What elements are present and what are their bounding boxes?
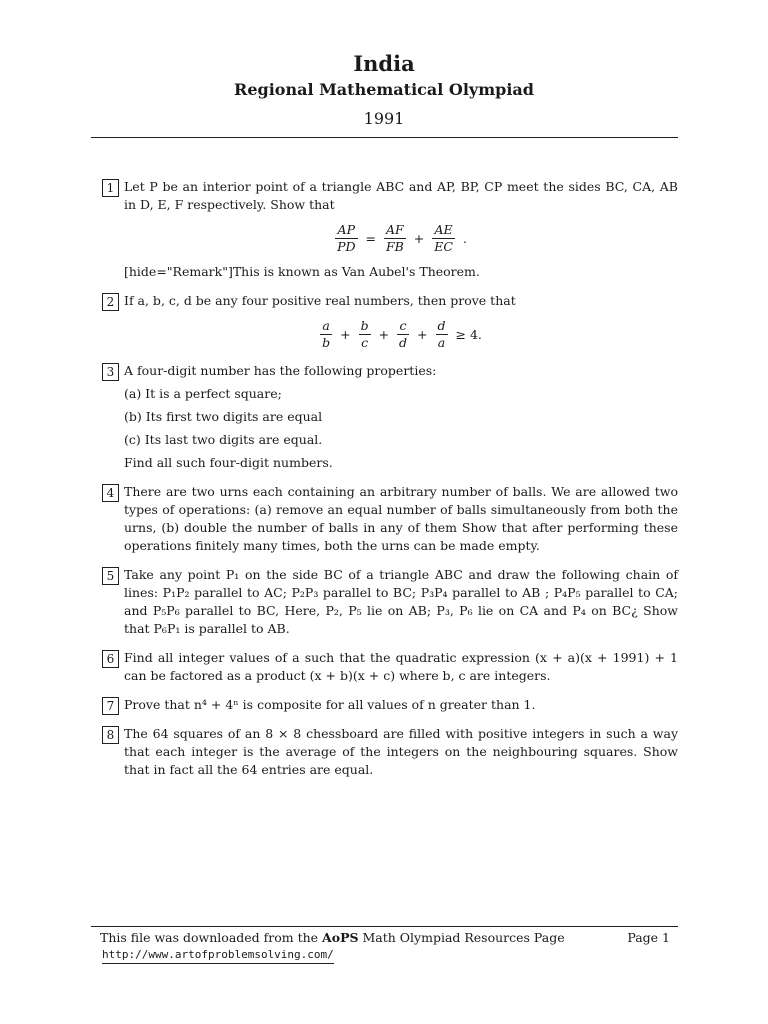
problem-6: [100, 649, 678, 685]
problem-text: Find all integer values of a such that the quadratic expression (x + a)(x + 1991) + 1 can be factored as a product (x + b)(x + c) where b, c are integers.: [124, 650, 678, 683]
page-number: Page 1: [627, 930, 670, 945]
list-item: (c) Its last two digits are equal.: [124, 432, 323, 447]
competition-title: Regional Mathematical Olympiad: [234, 80, 534, 99]
problem-number: 3: [102, 363, 119, 381]
document-header: [0, 50, 768, 132]
header-divider: [91, 137, 678, 138]
problem-number: 6: [102, 650, 119, 668]
problem-2: [100, 292, 678, 351]
source-link[interactable]: http://www.artofproblemsolving.com/: [102, 947, 334, 964]
problem-number: 8: [102, 726, 119, 744]
problem-3: [100, 362, 678, 472]
problem-8: [100, 725, 678, 779]
problem-text: A four-digit number has the following properties:: [124, 363, 437, 378]
problem-text: If a, b, c, d be any four positive real numbers, then prove that: [124, 293, 516, 308]
problem-equation: $\frac{AP}{PD}$ = $\frac{AF}{FB}$ + $\frac{AE}{EC}$ .: [337, 222, 467, 254]
problem-equation: $\frac{a}{b}$ + $\frac{b}{c}$ + $\frac{c}{d}$ + $\frac{d}{a}$ ≥ 4.: [322, 318, 482, 350]
problem-text: There are two urns each containing an arbitrary number of balls. We are allowed two types of operations: (a) remove an equal number of balls simultaneously from both the urns, (b) double the number of balls in any of them Show that after performing these operations finitely many times, both the urns can be made empty.: [124, 484, 678, 553]
problem-4: [100, 483, 678, 555]
problem-number: 4: [102, 484, 119, 502]
problem-text: Prove that n⁴ + 4ⁿ is composite for all values of n greater than 1.: [124, 697, 536, 712]
problem-number: 1: [102, 179, 119, 197]
source-note: This file was downloaded from the AoPS Math Olympiad Resources Page: [100, 930, 565, 945]
list-item: (b) Its first two digits are equal: [124, 409, 323, 424]
problem-number: 7: [102, 697, 119, 715]
problem-list: [100, 178, 678, 790]
footer-divider: [91, 926, 678, 927]
problem-text: The 64 squares of an 8 × 8 chessboard are filled with positive integers in such a way that each integer is the average of the integers on the neighbouring squares. Show that in fact all the 64 entries are equal.: [124, 726, 678, 777]
problem-5: [100, 566, 678, 638]
year-label: 1991: [363, 109, 405, 128]
list-item: Find all such four-digit numbers.: [124, 455, 333, 470]
problem-text: Take any point P₁ on the side BC of a triangle ABC and draw the following chain of lines: P₁P₂ parallel to AC; P₂P₃ parallel to BC; P₃P₄ parallel to AB ; P₄P₅ parallel to CA; and P₅P₆ parallel to BC, Here, P₂, P₅ lie on AB; P₃, P₆ lie on CA and P₄ on BC¿ Show that P₆P₁ is parallel to AB.: [124, 567, 678, 636]
problem-1: [100, 178, 678, 281]
problem-remark: [hide="Remark"]This is known as Van Aubel's Theorem.: [124, 264, 480, 279]
aops-brand: AoPS: [322, 930, 359, 945]
problem-number: 2: [102, 293, 119, 311]
list-item: (a) It is a perfect square;: [124, 386, 282, 401]
country-title: India: [353, 51, 415, 76]
problem-text: Let P be an interior point of a triangle ABC and AP, BP, CP meet the sides BC, CA, AB in D, E, F respectively. Show that: [124, 179, 678, 212]
problem-number: 5: [102, 567, 119, 585]
problem-7: [100, 696, 678, 714]
